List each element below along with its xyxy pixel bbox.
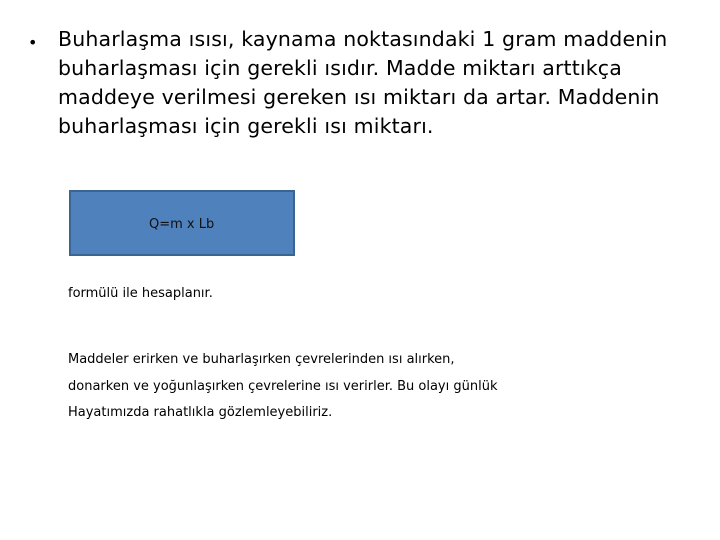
bullet-paragraph [58,25,698,141]
formula-text: Q=m x Lb [149,217,215,232]
formula-box [69,190,295,256]
bullet-line: Buharlaşma ısısı, kaynama noktasındaki 1 gram maddenin [58,27,668,51]
paragraph-line: Maddeler erirken ve buharlaşırken çevrelerinden ısı alırken, [68,352,455,367]
paragraph-line: Hayatımızda rahatlıkla gözlemleyebiliriz. [68,405,333,420]
bullet-line: buharlaşması için gerekli ısıdır. Madde miktarı arttıkça [58,56,622,80]
bullet-marker: • [28,33,38,52]
formula-note: formülü ile hesaplanır. [68,286,213,301]
bullet-line: buharlaşması için gerekli ısı miktarı. [58,114,434,138]
paragraph-line: donarken ve yoğunlaşırken çevrelerine ısı verirler. Bu olayı günlük [68,379,498,394]
bullet-line: maddeye verilmesi gereken ısı miktarı da artar. Maddenin [58,85,660,109]
